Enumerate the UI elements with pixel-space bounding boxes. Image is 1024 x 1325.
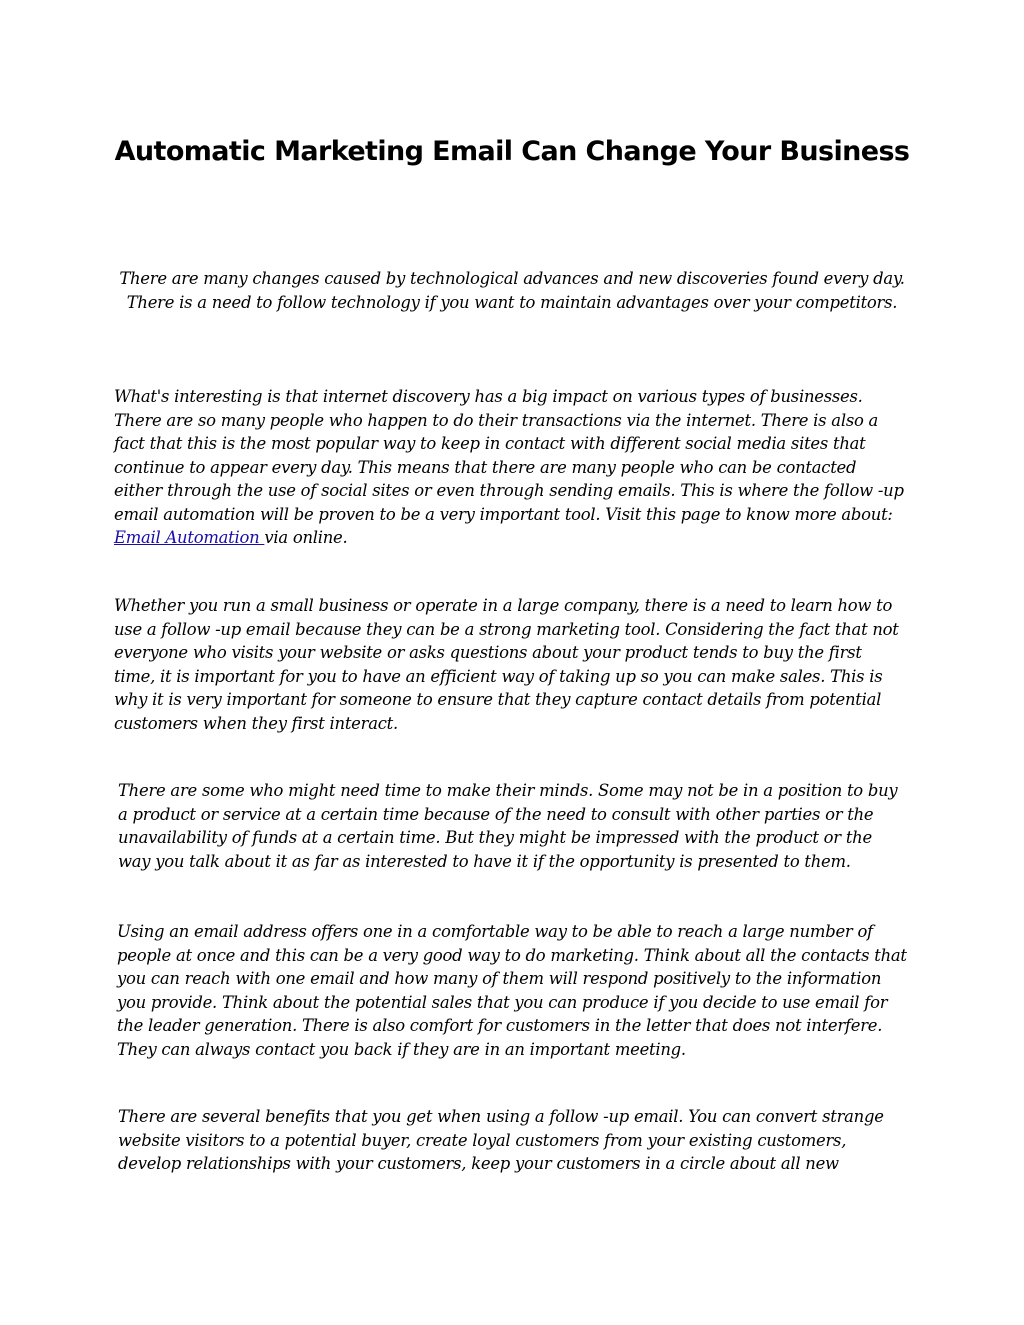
paragraph-need-time: There are some who might need time to make their minds. Some may not be in a position to buy a product or service at a certain time because of the need to consult with other parties or the unavailability of funds at a certain time. But they might be impressed with the product or the way you talk about it as far as interested to have it if the opportunity is presented to them.: [118, 781, 898, 871]
paragraph-follow-up-email: Whether you run a small business or operate in a large company, there is a need to learn how to use a follow -up email because they can be a strong marketing tool. Considering the fact that not everyone who visits your website or asks questions about your product tends to buy the first time, it is important for you to have an efficient way of taking up so you can make sales. This is why it is very important for someone to ensure that they capture contact details from potential customers when they first interact.: [114, 596, 899, 733]
paragraph-internet-discovery: [114, 385, 904, 550]
intro-paragraph: There are many changes caused by technological advances and new discoveries found every day. There is a need to follow technology if you want to maintain advantages over your competitors.: [119, 269, 905, 312]
paragraph-text-after-link: via online.: [264, 528, 348, 547]
page-title: Automatic Marketing Email Can Change Your Business: [114, 136, 910, 167]
paragraph-benefits: There are several benefits that you get when using a follow -up email. You can convert strange website visitors to a potential buyer, create loyal customers from your existing customers, develop relationships with your customers, keep your customers in a circle about all new: [118, 1107, 884, 1173]
paragraph-email-address: Using an email address offers one in a comfortable way to be able to reach a large number of people at once and this can be a very good way to do marketing. Think about all the contacts that you can reach with one email and how many of them will respond positively to the information you provide. Think about the potential sales that you can produce if you decide to use email for the leader generation. There is also comfort for customers in the letter that does not interfere. They can always contact you back if they are in an important meeting.: [117, 922, 907, 1059]
paragraph-text: What's interesting is that internet discovery has a big impact on various types of businesses. There are so many people who happen to do their transactions via the internet. There is also a fact that this is the most popular way to keep in contact with different social media sites that continue to appear every day. This means that there are many people who can be contacted either through the use of social sites or even through sending emails. This is where the follow -up email automation will be proven to be a very important tool. Visit this page to know more about:: [114, 387, 904, 524]
email-automation-link[interactable]: Email Automation: [114, 528, 265, 547]
